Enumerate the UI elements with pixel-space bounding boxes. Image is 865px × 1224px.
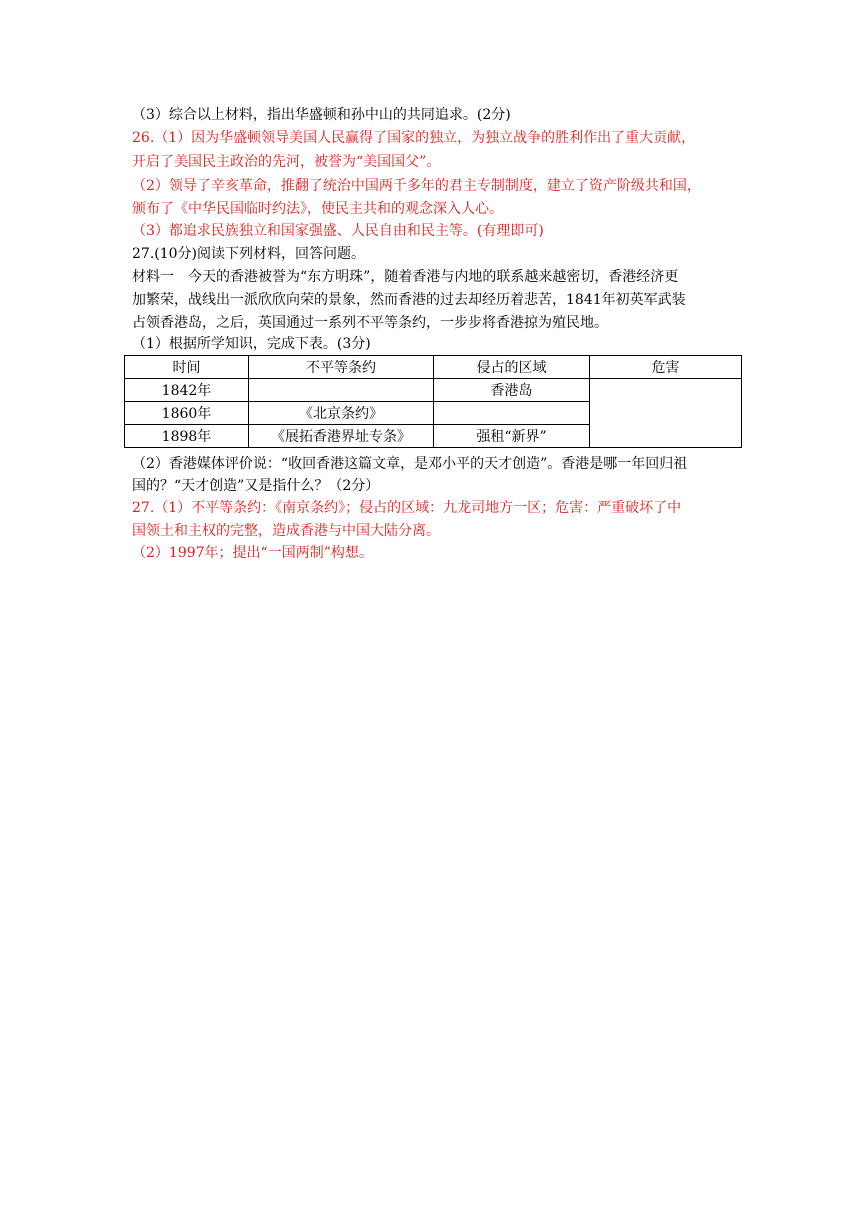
q27-heading: 27.(10分)阅读下列材料，回答问题。 [132,246,366,262]
q26-answer-line: 开启了美国民主政治的先河，被誉为“美国国父”。 [132,154,441,170]
q27-material-line: 材料一 今天的香港被誉为“东方明珠”，随着香港与内地的联系越来越密切，香港经济更 [132,269,679,285]
table-header-row [125,356,742,379]
q26-answer-line: （2）领导了辛亥革命，推翻了统治中国两千多年的君主专制制度，建立了资产阶级共和国， [132,178,701,194]
treaty-table [124,355,742,448]
q27-answer-line: 国领土和主权的完整，造成香港与中国大陆分离。 [132,523,440,539]
cell-treaty: 《展拓香港界址专条》 [249,425,434,448]
q27-part2-question: 国的？“天才创造”又是指什么？（2分） [132,478,380,494]
cell-area: 强租“新界” [434,425,590,448]
q26-answer-line: 26.（1）因为华盛顿领导美国人民赢得了国家的独立，为独立战争的胜利作出了重大贡献， [132,130,696,146]
cell-treaty: 《北京条约》 [249,402,434,425]
q27-material-line: 占领香港岛，之后，英国通过一系列不平等条约，一步步将香港掠为殖民地。 [132,315,608,331]
q27-answer-line: （2）1997年；提出“一国两制”构想。 [132,545,373,561]
q26-answer-line: 颁布了《中华民国临时约法》，使民主共和的观念深入人心。 [132,201,503,217]
q27-answer-line: 27.（1）不平等条约：《南京条约》；侵占的区域：九龙司地方一区；危害：严重破坏了中 [132,500,682,516]
cell-area: 香港岛 [434,379,590,402]
column-header-harm: 危害 [590,356,742,379]
cell-area-blank [434,402,590,425]
q27-part2-question: （2）香港媒体评价说：“收回香港这篇文章，是邓小平的天才创造”。香港是哪一年回归祖 [132,456,688,472]
q27-material-line: 加繁荣，战线出一派欣欣向荣的景象，然而香港的过去却经历着悲苦，1841年初英军武装 [132,292,686,308]
column-header-time: 时间 [125,356,249,379]
cell-time: 1842年 [125,379,249,402]
cell-treaty-blank [249,379,434,402]
q26-answer-line: （3）都追求民族独立和国家强盛、人民自由和民主等。(有理即可) [132,223,544,239]
cell-harm-blank [590,379,742,448]
table-row [125,379,742,402]
cell-time: 1898年 [125,425,249,448]
q27-part1-question: （1）根据所学知识，完成下表。(3分) [132,336,371,352]
column-header-treaty: 不平等条约 [249,356,434,379]
q26-part3-question: （3）综合以上材料，指出华盛顿和孙中山的共同追求。(2分) [132,107,511,123]
column-header-area: 侵占的区域 [434,356,590,379]
cell-time: 1860年 [125,402,249,425]
